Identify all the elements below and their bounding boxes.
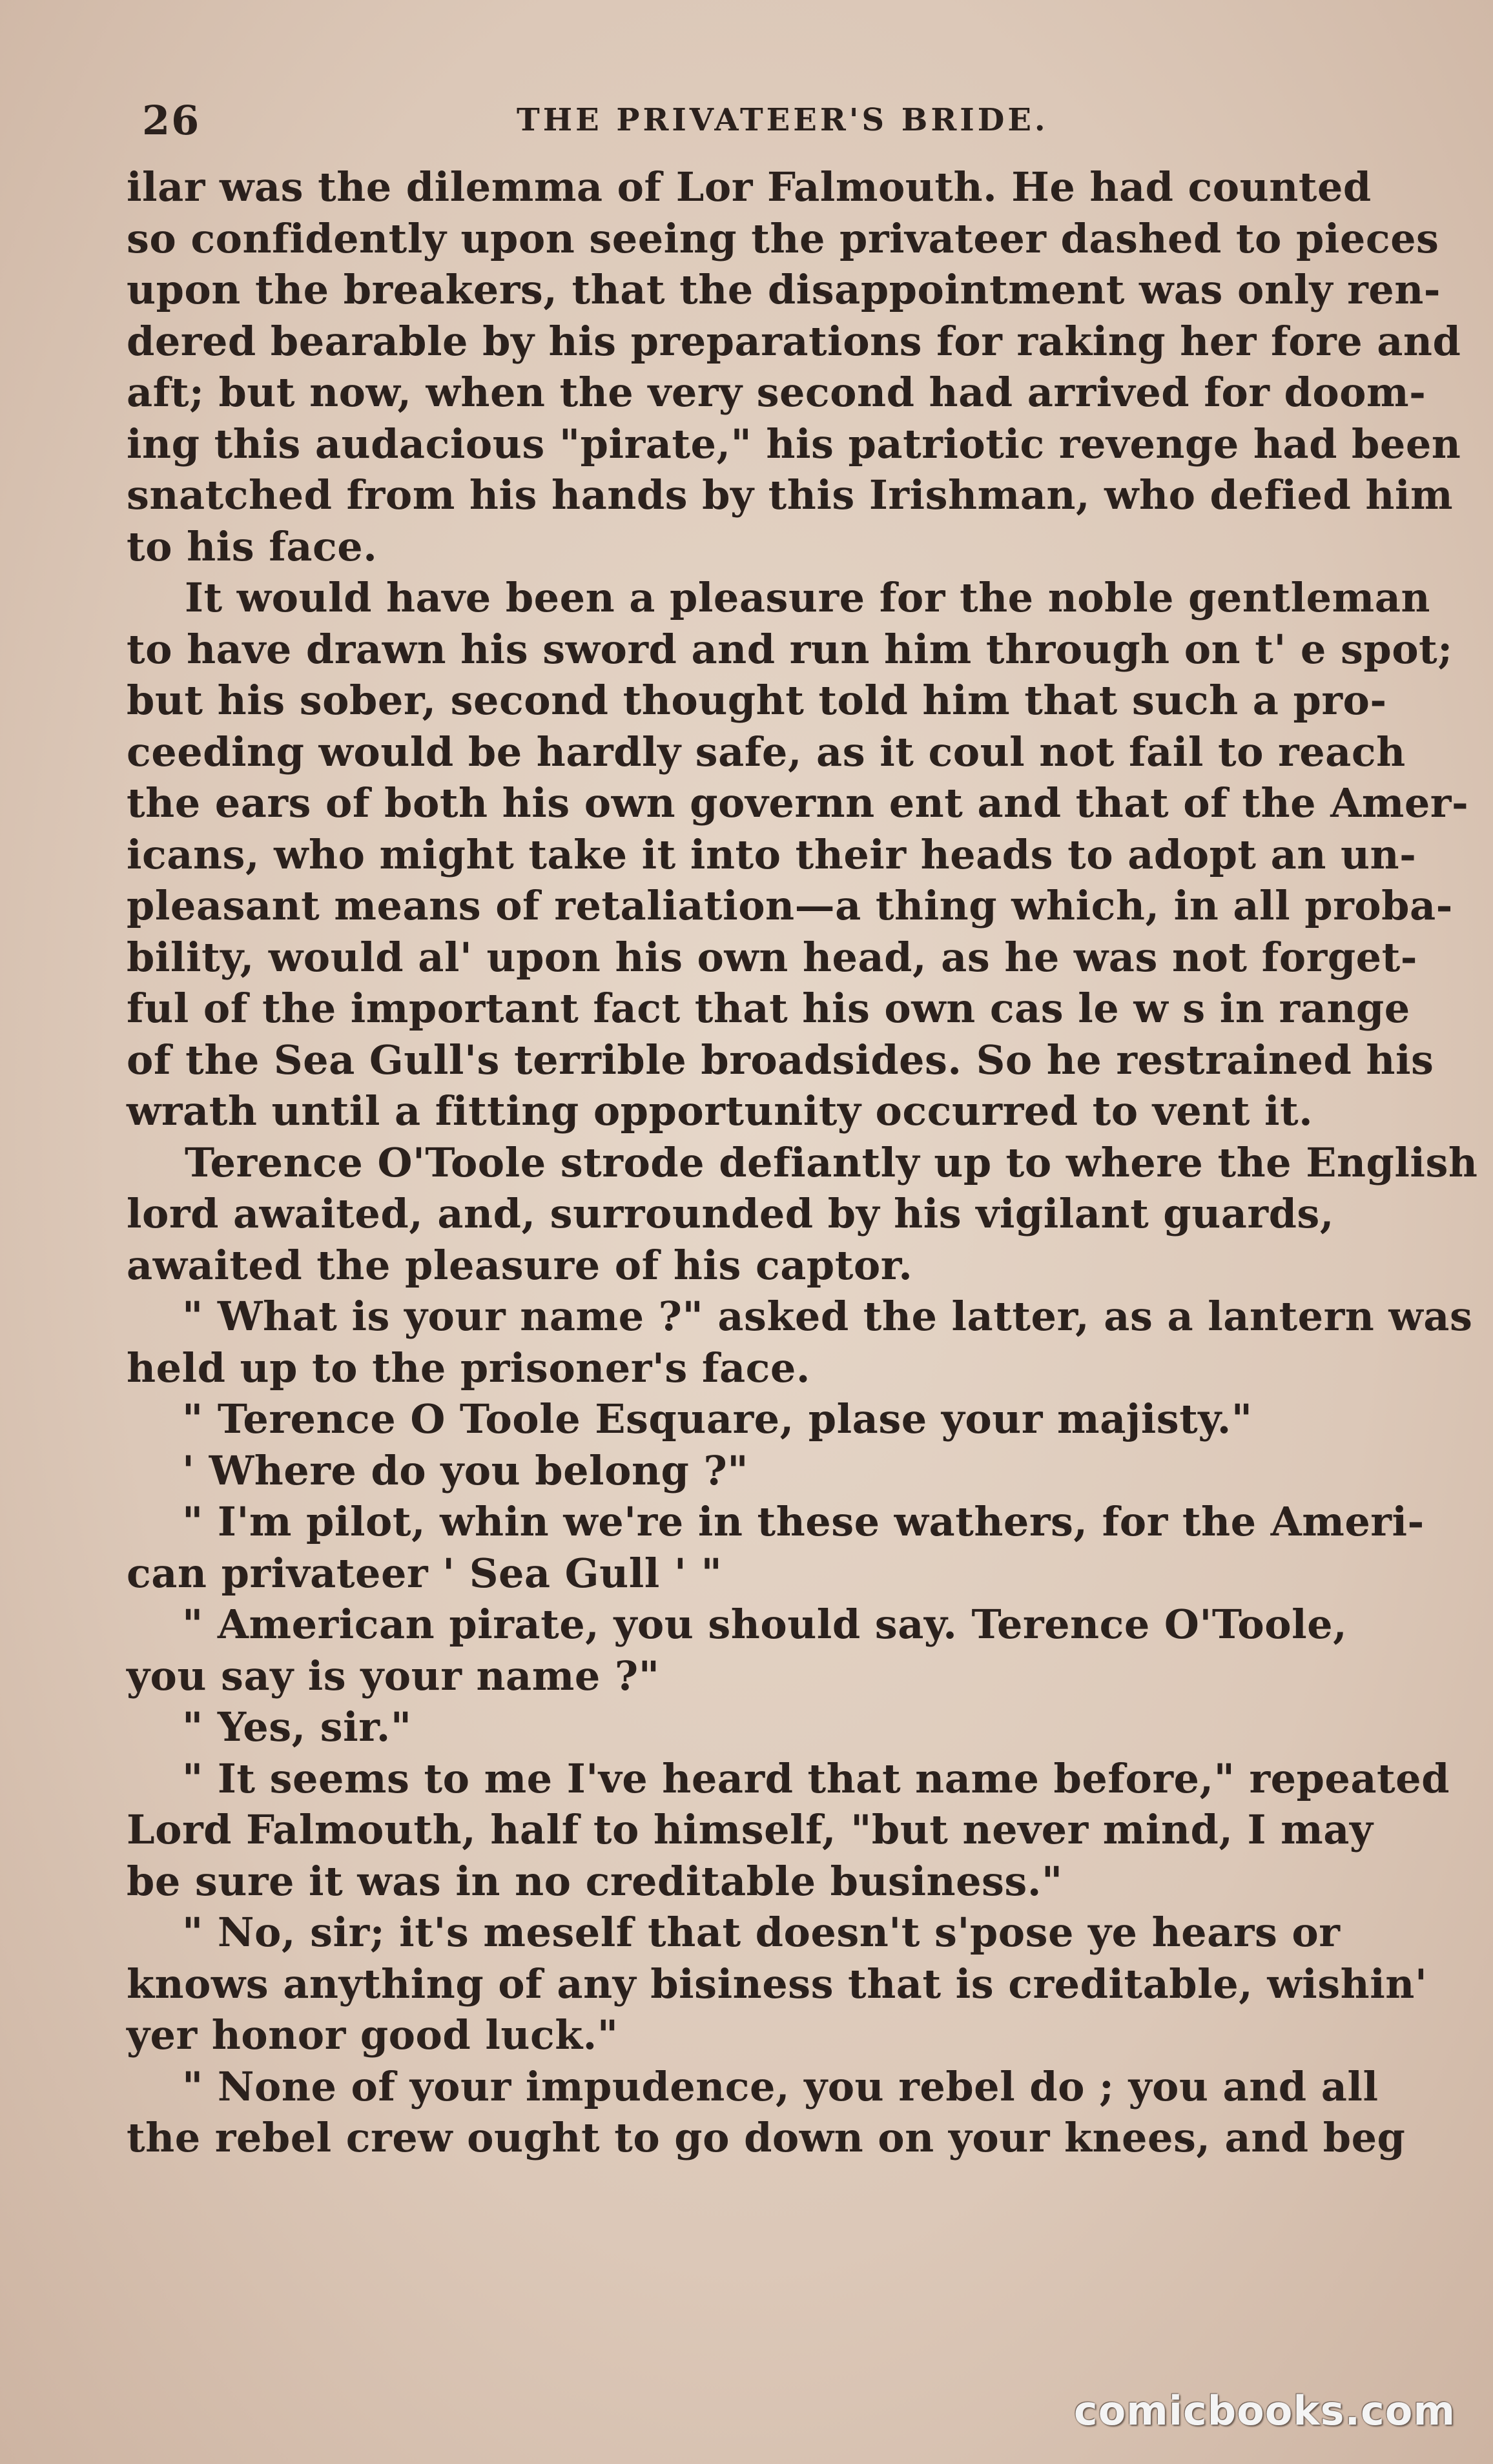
watermark: comicbooks.com [1073,2387,1456,2434]
text-line: held up to the prisoner's face. [127,1344,810,1391]
running-head: THE PRIVATEER'S BRIDE. [517,102,1049,138]
text-line: can privateer ' Sea Gull ' " [127,1549,723,1597]
text-line: to have drawn his sword and run him through on t' e spot; [127,625,1453,673]
text-line: you say is your name ?" [127,1652,660,1699]
text-line: " I'm pilot, whin we're in these wathers, for the Ameri- [182,1498,1425,1545]
text-line: upon the breakers, that the disappointment was only ren- [127,266,1441,313]
text-line: the ears of both his own governn ent and that of the Amer- [127,779,1469,826]
text-line: " American pirate, you should say. Terence O'Toole, [182,1601,1348,1648]
text-line: It would have been a pleasure for the noble gentleman [185,574,1430,621]
text-line: to his face. [127,522,378,570]
text-line: " It seems to me I've heard that name before," repeated [182,1754,1450,1802]
page-header [129,90,1343,149]
text-line: dered bearable by his preparations for raking her fore and [127,317,1461,365]
text-line: ful of the important fact that his own cas le w s in range [127,985,1410,1032]
text-line: icans, who might take it into their heads to adopt an un- [127,830,1417,878]
text-line: ceeding would be hardly safe, as it coul not fail to reach [127,728,1406,775]
text-line: knows anything of any bisiness that is creditable, wishin' [127,1960,1428,2007]
text-line: wrath until a fitting opportunity occurred to vent it. [127,1087,1313,1134]
text-line: lord awaited, and, surrounded by his vigilant guards, [127,1190,1334,1237]
text-line: Lord Falmouth, half to himself, "but never mind, I may [127,1806,1374,1853]
text-line: ing this audacious "pirate," his patriotic revenge had been [127,420,1461,467]
text-line: so confidently upon seeing the privateer dashed to pieces [127,214,1439,262]
page-number: 26 [142,97,201,144]
text-line: " None of your impudence, you rebel do ; you and all [182,2062,1379,2110]
text-line: pleasant means of retaliation—a thing which, in all proba- [127,882,1453,929]
text-line: ilar was the dilemma of Lor Falmouth. He had counted [127,163,1372,210]
text-line: aft; but now, when the very second had arrived for doom- [127,369,1426,416]
text-line: the rebel crew ought to go down on your knees, and beg [127,2114,1406,2161]
text-line: but his sober, second thought told him that such a pro- [127,677,1387,724]
text-line: " Terence O Toole Esquare, plase your majisty." [182,1395,1253,1442]
text-line: snatched from his hands by this Irishman, who defied him [127,471,1454,518]
text-line: " Yes, sir." [182,1703,412,1750]
text-line: awaited the pleasure of his captor. [127,1241,913,1289]
text-line: yer honor good luck." [127,2011,619,2058]
body-text [127,161,1478,2164]
text-line: " No, sir; it's meself that doesn't s'pose ye hears or [182,1909,1341,1956]
text-line: " What is your name ?" asked the latter, as a lantern was [182,1293,1473,1340]
text-line: ' Where do you belong ?" [182,1446,749,1494]
text-line: bility, would al' upon his own head, as he was not forget- [127,933,1417,981]
text-line: of the Sea Gull's terrible broadsides. So he restrained his [127,1036,1434,1083]
text-line: Terence O'Toole strode defiantly up to where the English [185,1138,1478,1186]
text-line: be sure it was in no creditable business." [127,1857,1063,1905]
